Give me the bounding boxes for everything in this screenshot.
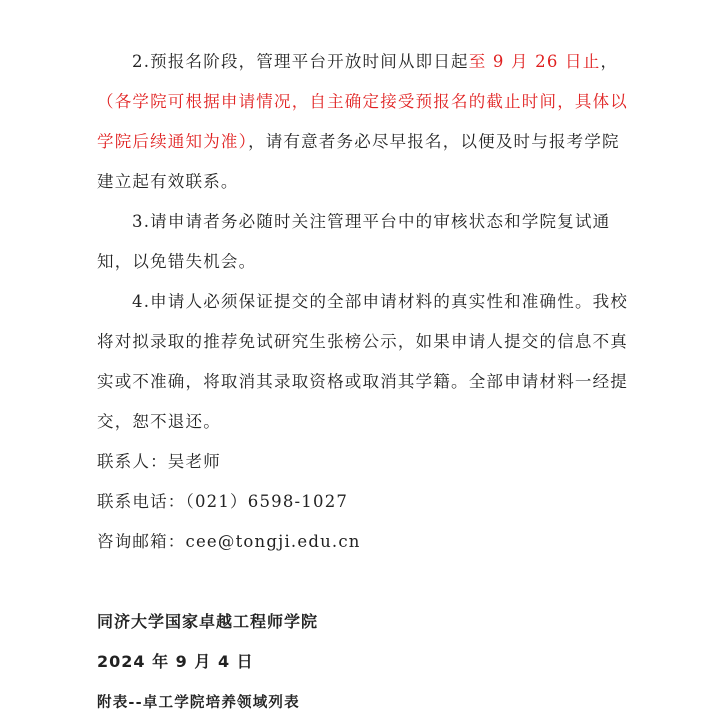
p4-line-1: 4.申请人必须保证提交的全部申请材料的真实性和准确性。我校: [132, 292, 629, 311]
signature-org: 同济大学国家卓越工程师学院: [97, 612, 319, 631]
contact-person: 联系人：吴老师: [97, 452, 221, 471]
p2-note-red-end: 学院后续通知为准）: [97, 132, 249, 151]
p2-line-1: [132, 52, 672, 72]
signature-date: 2024 年 9 月 4 日: [97, 652, 254, 671]
p2-line-2: [97, 92, 637, 112]
p2-line-1-text: 2.预报名阶段，管理平台开放时间从即日起: [132, 52, 469, 71]
p2-line-4: 建立起有效联系。: [97, 172, 239, 191]
appendix-title: 附表--卓工学院培养领域列表: [97, 695, 300, 711]
p3-line-1: 3.请申请者务必随时关注管理平台中的审核状态和学院复试通: [132, 212, 611, 231]
contact-phone: 联系电话：（021）6598-1027: [97, 492, 349, 511]
p2-line-3-text: ，请有意者务必尽早报名，以便及时与报考学院: [248, 132, 620, 151]
contact-email: 咨询邮箱：cee@tongji.edu.cn: [97, 532, 361, 551]
p2-line-1-comma: ，: [600, 52, 619, 71]
p4-line-2: 将对拟录取的推荐免试研究生张榜公示，如果申请人提交的信息不真: [97, 332, 628, 351]
p4-line-3: 实或不准确，将取消其录取资格或取消其学籍。全部申请材料一经提: [97, 372, 628, 391]
p2-line-3: [97, 132, 637, 152]
p4-line-4: 交，恕不退还。: [97, 412, 221, 431]
p2-deadline-red: 至 9 月 26 日止: [468, 52, 601, 71]
p3-line-2: 知，以免错失机会。: [97, 252, 257, 271]
p2-note-red: （各学院可根据申请情况，自主确定接受预报名的截止时间，具体以: [97, 92, 628, 111]
